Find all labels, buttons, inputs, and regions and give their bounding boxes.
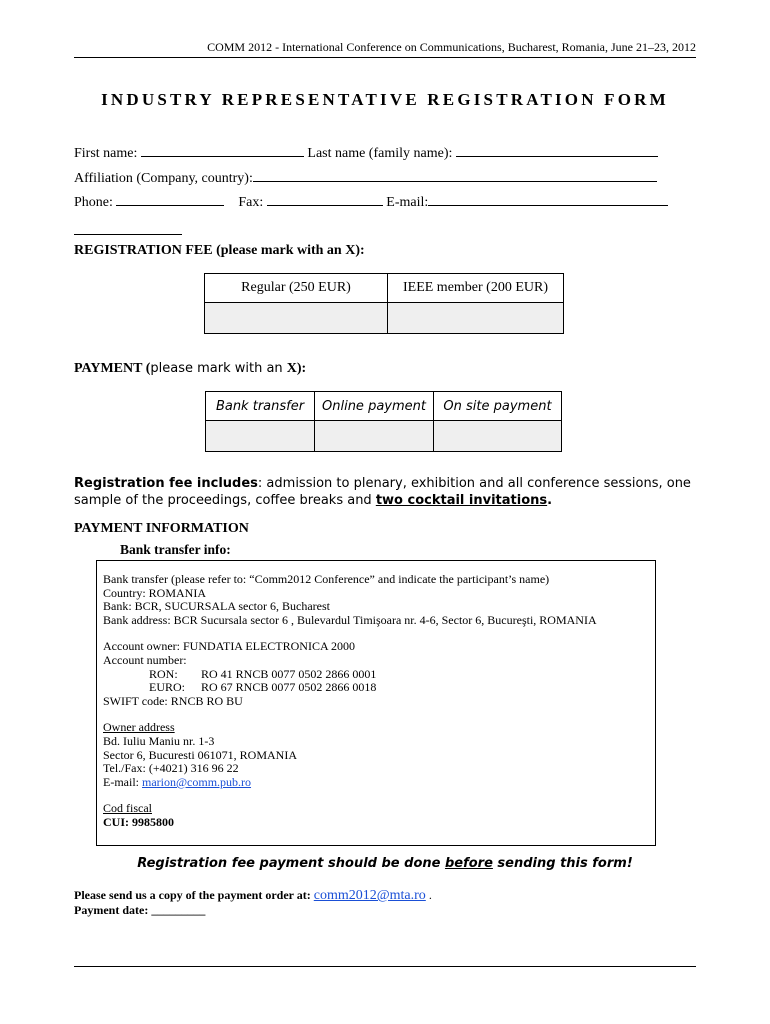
first-name-label: First name: [74, 146, 138, 161]
cod-fiscal-label: Cod fiscal [103, 801, 152, 816]
owner-address-label: Owner address [103, 720, 175, 735]
payment-mark-online[interactable] [315, 421, 434, 452]
euro-account [103, 681, 649, 695]
send-copy-email-link[interactable]: comm2012@mta.ro [313, 888, 426, 903]
send-copy-end: . [425, 888, 432, 902]
form-title: INDUSTRY REPRESENTATIVE REGISTRATION FORM [101, 90, 669, 109]
account-owner: Account owner: FUNDATIA ELECTRONICA 2000 [103, 639, 355, 654]
send-copy-row [74, 888, 432, 904]
send-copy-label: Please send us a copy of the payment order at: [74, 888, 314, 902]
fee-includes-paragraph [74, 475, 698, 509]
owner-address-line: Tel./Fax: (+4021) 316 96 22 [103, 761, 239, 776]
fee-includes-emphasis: two cocktail invitations [375, 493, 548, 508]
name-row [74, 143, 658, 162]
phone-label: Phone: [74, 195, 113, 210]
payment-option-bank-transfer: Bank transfer [206, 392, 315, 421]
bank-info-line: Country: ROMANIA [103, 585, 207, 600]
payment-mark-bank-transfer[interactable] [206, 421, 315, 452]
fee-includes-label: Registration fee includes [74, 476, 258, 491]
email-label: E-mail: [386, 195, 429, 210]
owner-address-line: Bd. Iuliu Maniu nr. 1-3 [103, 733, 215, 748]
bank-info-line: Bank address: BCR Sucursala sector 6 , Bulevardul Timişoara nr. 4-6, Sector 6, Bucureşti, ROMANIA [103, 612, 597, 627]
payment-notice-part1: Registration fee payment should be done [137, 856, 445, 871]
swift-code: SWIFT code: RNCB RO BU [103, 693, 243, 708]
ron-label: RON: [149, 666, 178, 681]
payment-date: Payment date: _________ [74, 903, 206, 917]
bank-transfer-info-box [96, 560, 656, 846]
contact-row [74, 192, 668, 211]
euro-label: EURO: [149, 680, 185, 695]
payment-notice-emphasis: before [444, 856, 493, 871]
payment-notice [0, 856, 770, 871]
affiliation-label: Affiliation (Company, country): [74, 171, 253, 186]
owner-address-line: Sector 6, Bucuresti 061071, ROMANIA [103, 747, 297, 762]
payment-info-heading: PAYMENT INFORMATION [74, 521, 249, 536]
registration-fee-heading: REGISTRATION FEE (please mark with an X): [74, 243, 365, 258]
ron-value: RO 41 RNCB 0077 0502 2866 0001 [201, 666, 377, 681]
payment-option-online: Online payment [315, 392, 434, 421]
owner-email-label: E-mail: [103, 774, 142, 789]
payment-heading [74, 361, 306, 377]
payment-heading-x: X): [286, 361, 307, 376]
owner-email-link[interactable]: marion@comm.pub.ro [142, 774, 252, 789]
bank-info-line: Bank: BCR, SUCURSALA sector 6, Bucharest [103, 599, 330, 614]
payment-table [205, 391, 562, 452]
fee-mark-regular[interactable] [205, 303, 388, 334]
affiliation-field[interactable] [253, 168, 657, 182]
last-name-label: Last name (family name): [307, 146, 453, 161]
payment-mark-on-site[interactable] [434, 421, 562, 452]
fee-mark-ieee[interactable] [388, 303, 564, 334]
fax-label: Fax: [238, 195, 264, 210]
ron-account [103, 668, 649, 682]
section-divider [74, 234, 182, 235]
payment-heading-text: please mark with an [150, 361, 287, 376]
fee-option-regular: Regular (250 EUR) [205, 274, 388, 303]
payment-option-on-site: On site payment [434, 392, 562, 421]
euro-value: RO 67 RNCB 0077 0502 2866 0018 [201, 680, 377, 695]
bank-transfer-info-heading: Bank transfer info: [120, 542, 231, 557]
email-field[interactable] [428, 192, 668, 206]
registration-fee-table [204, 273, 564, 334]
fee-option-ieee: IEEE member (200 EUR) [388, 274, 564, 303]
fax-field[interactable] [267, 192, 383, 206]
fee-includes-end: . [547, 493, 553, 508]
affiliation-row [74, 168, 657, 187]
owner-email-row [103, 776, 649, 790]
phone-field[interactable] [116, 192, 224, 206]
page-header: COMM 2012 - International Conference on Communications, Bucharest, Romania, June 21–23, 2012 [74, 40, 696, 58]
last-name-field[interactable] [456, 143, 658, 157]
bank-info-line: Bank transfer (please refer to: “Comm2012 Conference” and indicate the participant’s name) [103, 572, 550, 586]
footer-divider [74, 966, 696, 967]
cui-value: CUI: 9985800 [103, 814, 174, 829]
payment-heading-bold: PAYMENT ( [74, 361, 151, 376]
account-number-label: Account number: [103, 652, 187, 667]
payment-notice-part2: sending this form! [492, 856, 633, 871]
fee-includes-text: : admission to plenary, exhibition and all conference sessions, one sample of the proceedings, coffee breaks and [74, 476, 691, 508]
first-name-field[interactable] [141, 143, 304, 157]
